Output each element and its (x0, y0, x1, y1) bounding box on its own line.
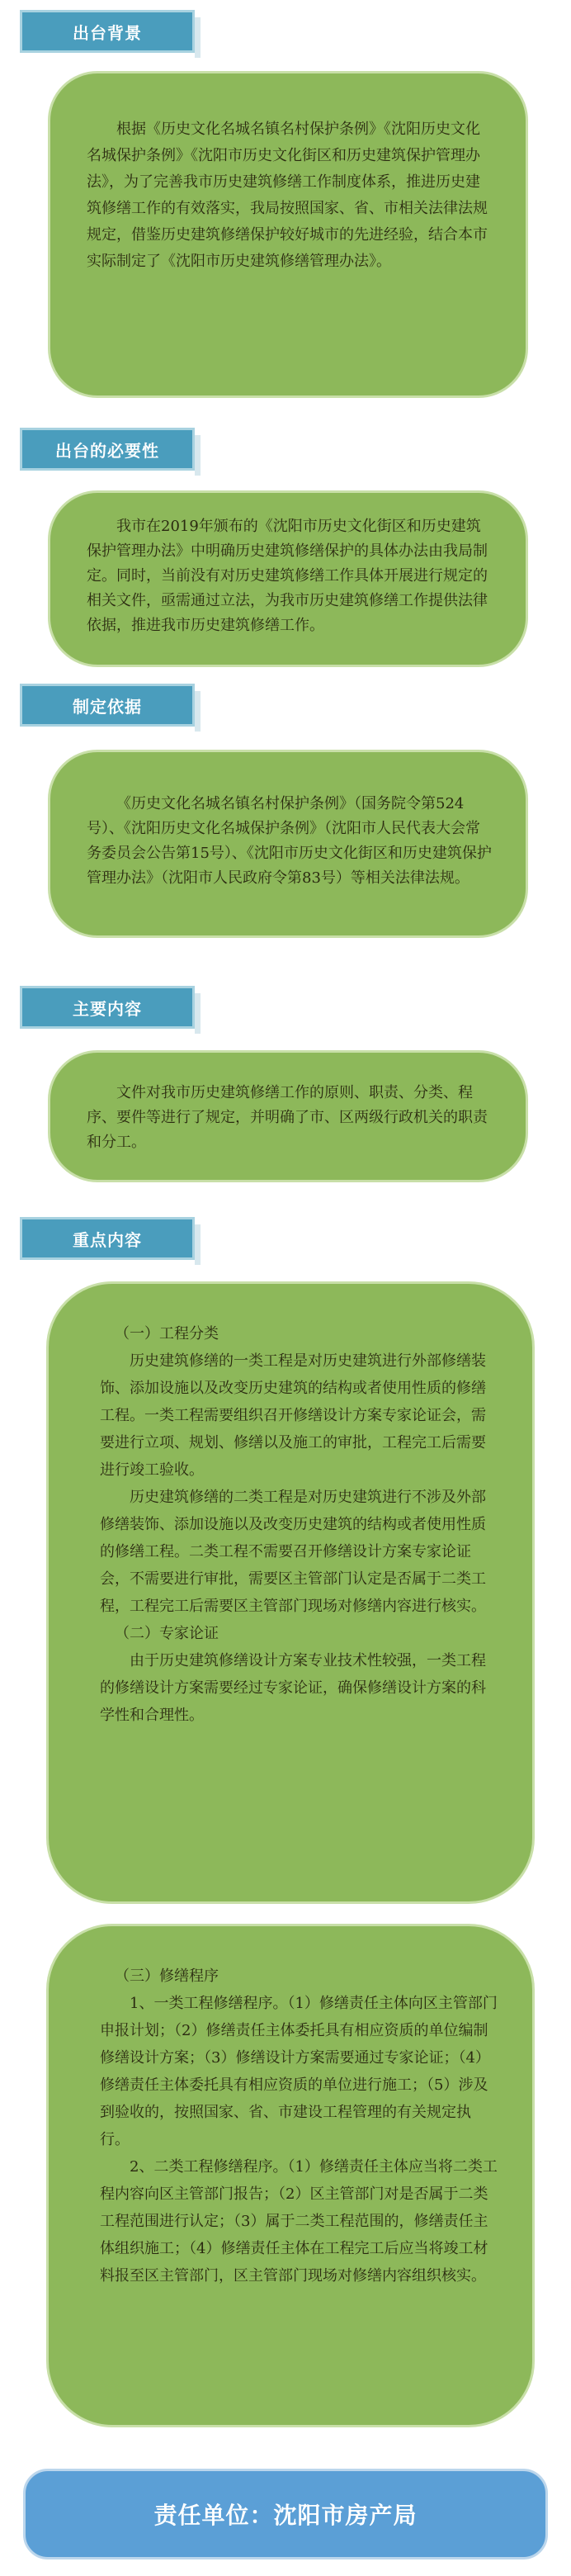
basis-content-box (48, 750, 528, 938)
section-label-basis: 制定依据 (20, 684, 195, 727)
responsible-unit-banner: 责任单位：沈阳市房产局 (23, 2469, 548, 2559)
section-label-main: 主要内容 (20, 986, 195, 1029)
necessity-text: 我市在2019年颁布的《沈阳市历史文化街区和历史建筑保护管理办法》中明确历史建筑修缮保护的具体办法由我局制定。同时，当前没有对历史建筑修缮工作具体开展进行规定的相关文件，亟需通过立法，为我市历史建筑修缮工作提供法律依据，推进我市历史建筑修缮工作。 (87, 518, 488, 634)
key-text-class-two: 历史建筑修缮的二类工程是对历史建筑进行不涉及外部修缮装饰、添加设施以及改变历史建筑的结构或者使用性质的修缮工程。二类工程不需要召开修缮设计方案专家论证会，不需要进行审批，需要区主管部门认定是否属于二类工程，工程完工后需要区主管部门现场对修缮内容进行核实。 (100, 1489, 486, 1615)
key-text-expert: 由于历史建筑修缮设计方案专业技术性较强，一类工程的修缮设计方案需要经过专家论证，确保修缮设计方案的科学性和合理性。 (100, 1652, 486, 1724)
key-text-procedure-one: 1、一类工程修缮程序。（1）修缮责任主体向区主管部门申报计划；（2）修缮责任主体委托具有相应资质的单位编制修缮设计方案；（3）修缮设计方案需要通过专家论证；（4）修缮责任主体委托具有相应资质的单位进行施工；（5）涉及到验收的，按照国家、省、市建设工程管理的有关规定执行。 (100, 1995, 498, 2148)
key-heading-expert: （二）专家论证 (115, 1625, 219, 1642)
necessity-content-box (48, 490, 528, 667)
section-label-key: 重点内容 (20, 1217, 195, 1260)
key-content-box-2 (46, 1924, 535, 2427)
main-content-box (48, 1050, 528, 1182)
section-label-necessity: 出台的必要性 (20, 428, 195, 471)
key-content-box-1 (46, 1281, 535, 1904)
background-content-box (48, 71, 528, 398)
basis-text: 《历史文化名城名镇名村保护条例》（国务院令第524号）、《沈阳历史文化名城保护条例》（沈阳市人民代表大会常务委员会公告第15号）、《沈阳市历史文化街区和历史建筑保护管理办法》（沈阳市人民政府令第83号）等相关法律法规。 (87, 795, 492, 887)
background-text: 根据《历史文化名城名镇名村保护条例》《沈阳历史文化名城保护条例》《沈阳市历史文化街区和历史建筑保护管理办法》，为了完善我市历史建筑修缮工作制度体系，推进历史建筑修缮工作的有效落实，我局按照国家、省、市相关法律法规规定，借鉴历史建筑修缮保护较好城市的先进经验，结合本市实际制定了《沈阳市历史建筑修缮管理办法》。 (87, 121, 488, 270)
section-label-background: 出台背景 (20, 10, 195, 53)
key-text-class-one: 历史建筑修缮的一类工程是对历史建筑进行外部修缮装饰、添加设施以及改变历史建筑的结构或者使用性质的修缮工程。一类工程需要组织召开修缮设计方案专家论证会，需要进行立项、规划、修缮以及施工的审批，工程完工后需要进行竣工验收。 (100, 1352, 486, 1479)
key-text-procedure-two: 2、二类工程修缮程序。（1）修缮责任主体应当将二类工程内容向区主管部门报告；（2）区主管部门对是否属于二类工程范围进行认定；（3）属于二类工程范围的，修缮责任主体组织施工；（4）修缮责任主体在工程完工后应当将竣工材料报至区主管部门，区主管部门现场对修缮内容组织核实。 (100, 2158, 498, 2285)
main-text: 文件对我市历史建筑修缮工作的原则、职责、分类、程序、要件等进行了规定，并明确了市、区两级行政机关的职责和分工。 (87, 1084, 488, 1151)
key-heading-classification: （一）工程分类 (115, 1325, 219, 1342)
key-heading-procedure: （三）修缮程序 (115, 1968, 219, 1985)
